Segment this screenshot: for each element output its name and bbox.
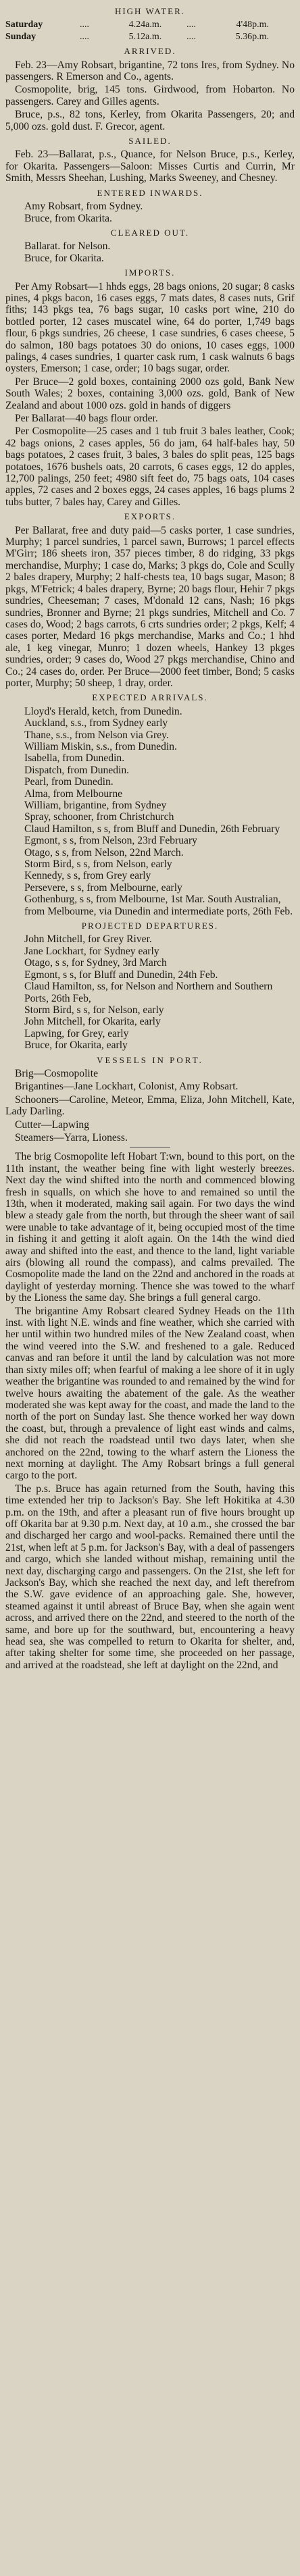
vessels-in-port-entry: Steamers—Yarra, Lioness. (15, 1131, 128, 1143)
expected-arrival-entry: Alma, from Melbourne (24, 788, 123, 800)
high-water-day: Sunday (5, 31, 36, 42)
section-divider (130, 1147, 170, 1148)
imports-entry: Per Amy Robsart—1 hhds eggs, 28 bags onions, 20 sugar; 8 casks pines, 4 pkgs bacon, 16 cases eggs, 7 mats dates, 8 cases nuts, Grif fiths; 143 pkgs tea, 76 bags sugar, 10 casks port wine, 210 do bottled porter, 12 cases muscatel wine, 64 do porter, 1,749 bags flour, 6 pkgs sundries, 26 cheese, 1 case sundries, 6 cases cheese, 5 do salmon, 180 bags potatoes 30 do onions, 10 cases eggs, 1000 palings, 4 cases sundries, 1 quarter cask rum, 1 cask walnuts 6 bags oysters, Emerson; 1 case, order; 10 bags sugar, order. (5, 280, 295, 375)
exports-entry: Per Ballarat, free and duty paid—5 casks porter, 1 case sundries, Murphy; 1 parcel sundries, 1 parcel sawn, Burrows; 1 parcel effects M'Girr; 186 sheets iron, 357 pieces timber, 8 do ridging, 33 pkgs merchandise, Murphy; 1 case do, Marks; 3 pkgs do, Cole and Scully 2 bales drapery, Murphy; 2 half-chests tea, 10 bags sugar, Mason; 8 pkgs, M'Fetrick; 4 bales drapery, Byrne; 20 bags flour, Hehir 7 pkgs sundries, Cheeseman; 7 cases, M'donald 12 cans, Nash; 16 pkgs sundries, Bronner and Byrne; 21 pkgs sundries, Mitchell and Co. 7 cases do, Wood; 2 bags carrots, 6 crts sundries order; 2 pkgs, Kelf; 4 cases porter, Medard 16 pkgs merchandise, Marks and Co.; 1 hhd ale, 1 keg vinegar, Munro; 1 dozen wheels, Hankey 13 pkges sundries, order; 9 cases do, Wood 27 pkgs merchandise, Chino and Co.; 24 cases do, order. Per Bruce—2000 feet timber, Bond; 5 casks porter, Murphy; 50 sheep, 1 dray, order. (5, 524, 295, 689)
arrival-entry: Feb. 23—Amy Robsart, brigantine, 72 tons Ires, from Sydney. No passengers. R Emerson and Co., agents. (5, 59, 295, 83)
section-heading-projected-departures: PROJECTED DEPARTURES. (81, 921, 219, 931)
high-water-evening-unit: p.m. (252, 31, 270, 42)
expected-arrival-entry: Egmont, s s, from Nelson, 23rd February (24, 835, 197, 847)
projected-departure-entry: Bruce, for Okarita, early (24, 1039, 128, 1052)
high-water-morning-unit: a.m. (145, 31, 162, 42)
projected-departure-entry: Lapwing, for Grey, early (24, 1027, 129, 1039)
expected-arrival-entry: Persevere, s s, from Melbourne, early (24, 881, 182, 894)
expected-arrival-entry: Dispatch, from Dunedin. (24, 764, 130, 776)
high-water-morning-unit: a.m. (145, 20, 162, 30)
arrival-entry: Bruce, p.s., 82 tons, Kerley, from Okarita Passengers, 20; and 5,000 ozs. gold dust. F. Grecor, agent. (5, 109, 295, 132)
high-water-morning-time: 4.24 (128, 20, 146, 30)
projected-departure-entry: John Mitchell, for Okarita, early (24, 1016, 161, 1028)
expected-arrival-entry: Spray, schooner, from Christchurch (24, 811, 174, 823)
vessels-in-port-entry: Brigantines—Jane Lockhart, Colonist, Amy Robsart. (15, 1081, 239, 1093)
projected-departure-entry: John Mitchell, for Grey River. (24, 933, 152, 946)
high-water-dots: .... (186, 20, 196, 30)
expected-arrival-entry: Isabella, from Dunedin. (24, 752, 125, 765)
high-water-row (5, 19, 295, 30)
high-water-evening-unit: p.m. (252, 20, 270, 30)
section-heading-imports: IMPORTS. (124, 267, 176, 278)
section-heading-sailed: SAILED. (128, 136, 172, 147)
expected-arrival-entry: Otago, s s, from Nelson, 22nd March. (24, 846, 184, 858)
expected-arrival-entry: Lloyd's Herald, ketch, from Dunedin. (24, 705, 182, 717)
projected-departure-entry: Claud Hamilton, ss, for Nelson and Northern and Southern Ports, 26th Feb, (24, 981, 273, 1004)
cleared-out-entry: Ballarat. for Nelson. (24, 240, 111, 253)
entered-inwards-entry: Bruce, from Okarita. (24, 212, 112, 224)
imports-entry: Per Ballarat—40 bags flour order. (15, 413, 158, 424)
section-heading-high-water: HIGH WATER. (114, 6, 186, 16)
imports-entry: Per Cosmopolite—25 cases and 1 tub fruit 3 bales leather, Cook; 42 bags onions, 2 cases apples, 56 do jam, 64 half-bales hay, 50 bags potatoes, 2 cases fruit, 3 bales, 3 bales do split peas, 125 bags potatoes, 1676 bushels oats, 20 carrots, 6 cases eggs, 12 do apples, 12,700 palings, 250 feet; 4980 sift feet do, 75 bags oats, 104 cases apples, 72 cases and 2 boxes eggs, 24 cases apples, 16 bags plums 2 tubs butter, 7 bales hay, Carey and Gilles. (5, 426, 295, 508)
projected-departure-entry: Egmont, s s, for Bluff and Dunedin, 24th Feb. (24, 969, 218, 981)
vessels-in-port-entry: Cutter—Lapwing (15, 1118, 90, 1131)
projected-departure-entry: Jane Lockhart, for Sydney early (24, 945, 159, 957)
vessels-in-port-entry: Brig—Cosmopolite (15, 1067, 99, 1079)
section-heading-entered-inwards: ENTERED INWARDS. (97, 187, 203, 198)
expected-arrival-entry: Claud Hamilton, s s, from Bluff and Dunedin, 26th February (24, 823, 280, 835)
cleared-out-entry: Bruce, for Okarita. (24, 252, 104, 264)
high-water-day: Saturday (5, 20, 43, 30)
expected-arrival-entry: William Miskin, s.s., from Dunedin. (24, 740, 177, 752)
projected-departure-entry: Storm Bird, s s, for Nelson, early (24, 1004, 164, 1016)
expected-arrival-entry: Pearl, from Dunedin. (24, 776, 114, 788)
section-heading-arrived: ARRIVED. (124, 46, 176, 57)
projected-departure-entry: Otago, s s, for Sydney, 3rd March (24, 957, 167, 969)
expected-arrival-entry: Auckland, s.s., from Sydney early (24, 717, 168, 729)
expected-arrival-entry: Gothenburg, s s, from Melbourne, 1st Mar. South Australian, from Melbourne, via Dunedin and intermediate ports, 26th Feb. (24, 894, 293, 917)
high-water-row (5, 31, 295, 43)
high-water-morning-time: 5.12 (128, 31, 146, 42)
expected-arrival-entry: Storm Bird, s s, from Nelson, early (24, 858, 172, 871)
arrival-entry: Cosmopolite, brig, 145 tons. Girdwood, from Hobarton. No passengers. Carey and Gilles agents. (5, 84, 295, 107)
high-water-dots: .... (186, 31, 196, 42)
imports-entry: Per Bruce—2 gold boxes, containing 2000 ozs gold, Bank New South Wales; 2 boxes, containing 3,000 ozs. gold, Bank of New Zealand and about 1000 ozs. gold in hands of diggers (5, 376, 295, 411)
high-water-evening-time: 4'48 (236, 20, 253, 30)
section-heading-vessels-in-port: VESSELS IN PORT. (97, 1054, 203, 1065)
news-paragraph: The brig Cosmopolite left Hobart T:wn, bound to this port, on the 11th instant, the weather being fine with light westerly breezes. Next day the wind shifted into the north and commenced blowing fresh in squalls, on which she hove to and remained so until the 13th, when it moderated, making sail again. For two days the wind blew a steady gale from the north, but through the sheer want of sail were unable to take advantage of it, being occupied most of the time in fishing it and getting it aloft again. On the 14th the wind died away and shifted into the east, and thence to the land, light variable airs (blowing all round the compass), and calms prevailed. The Cosmopolite made the land on the 22nd and anchored in the roads at daylight of yesterday morning. Thence she was towed to the wharf by the Lioness the same day. She brings a full general cargo. (5, 1151, 295, 1304)
entered-inwards-entry: Amy Robsart, from Sydney. (24, 201, 143, 213)
section-heading-cleared-out: CLEARED OUT. (110, 227, 190, 238)
high-water-dots: .... (80, 31, 89, 42)
news-paragraph: The brigantine Amy Robsart cleared Sydney Heads on the 11th inst. with light N.E. winds and fine weather, which she carried with her until within two hundred miles of the New Zealand coast, when the wind veered into the S.W. and freshened to a gale. Reduced canvas and ran before it until the land by calculation was not more than sixty miles off; when fearful of making a lee shore of it in ugly weather the brigantine was rounded to and remained by the wind for twelve hours awaiting the abatement of the gale. As the weather moderated she was kept away for the coast, and made the land to the north of the port on Sunday last. She thence worked her way down the coast, but, through a prevalence of light east winds and calms, she did not reach the roadstead until two days later, when she anchored on the 22nd, towing to the wharf astern the Lioness the next morning at daylight. The Amy Robsart brings a full general cargo to the port. (5, 1305, 295, 1482)
high-water-dots: .... (80, 20, 89, 30)
vessels-in-port-entry: Schooners—Caroline, Meteor, Emma, Eliza, John Mitchell, Kate, Lady Darling. (5, 1093, 295, 1118)
section-heading-exports: EXPORTS. (124, 511, 176, 522)
section-heading-expected-arrivals: EXPECTED ARRIVALS. (92, 692, 208, 703)
sailed-entry: Feb. 23—Ballarat, p.s., Quance, for Nelson Bruce, p.s., Kerley, for Okarita. Passengers—Saloon: Misses Curtis and Currin, Mr Smith, Messrs Sheehan, Lushing, Marks Sweeney, and Chesney. (5, 149, 295, 184)
expected-arrival-entry: William, brigantine, from Sydney (24, 800, 167, 811)
high-water-evening-time: 5.36 (235, 31, 253, 42)
expected-arrival-entry: Kennedy, s s, from Grey early (24, 870, 151, 882)
expected-arrival-entry: Thane, s.s., from Nelson via Grey. (24, 729, 169, 741)
news-paragraph: The p.s. Bruce has again returned from the South, having this time extended her trip to Jackson's Bay. She left Hokitika at 4.30 p.m. on the 19th, and after a pleasant run of five hours brought up off Okarita bar at 9.30 p.m. Next day, at 10 a.m., she crossed the bar and discharged her cargo and wool-packs. Remained there until the 21st, when left at 5 p.m. for Jackson's Bay, with a deal of passengers and cargo, which she landed without mishap, remaining until the next day, discharging cargo and passengers. On the 21st, she left for Jackson's Bay, which she reached the next day, and left therefrom the S.W. gave evidence of an approaching gale. She, however, steamed against it until abreast of Bruce Bay, when she again went across, and arrived there on the 22nd, and steered to the north of the same, and bore up for the southward, but, encountering a heavy head sea, she was compelled to return to Okarita for shelter, and, after taking shelter for some time, she proceeded on her passage, and arrived at the roadstead, she left at daylight on the 22nd, and (5, 1483, 295, 1671)
high-water-table (5, 19, 295, 43)
